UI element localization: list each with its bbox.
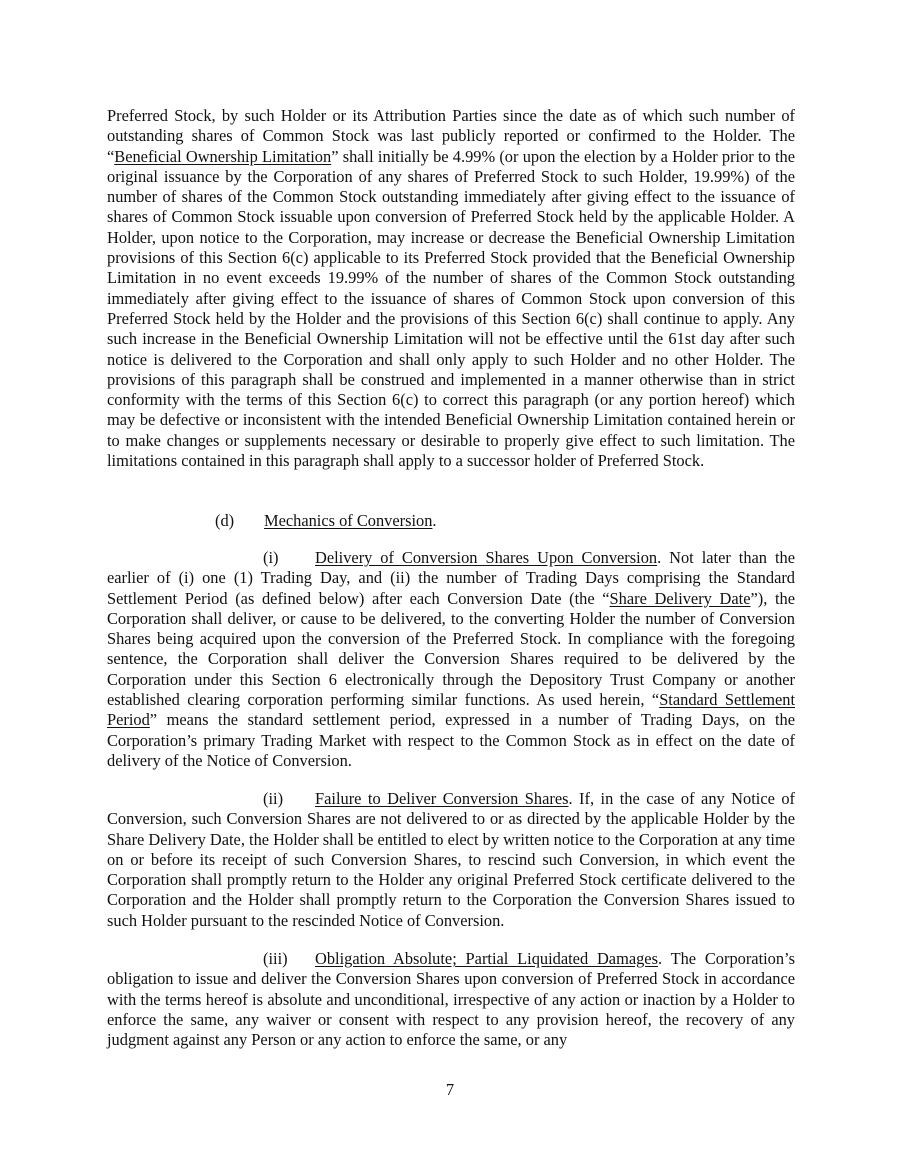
paragraph-text: . The Corporation’s obligation to issue and deliver the Conversion Shares upon conversion of Preferred Stock in accordance with the terms hereof is absolute and unconditional, irrespective of any action or inaction by a Holder to enforce the same, any waiver or consent with respect to any provision hereof, the recovery of any judgment against any Person or any action to enforce the same, or any [107,949,795,1050]
section-d-title: Mechanics of Conversion [264,511,433,530]
paragraph-text: ”), the Corporation shall deliver, or cause to be delivered, to the converting Holder the number of Conversion Shares being acquired upon the conversion of the Preferred Stock. In compliance with the foregoing sentence, the Corporation shall deliver the Conversion Shares required to be delivered by the Corporation under this Section 6 electronically through the Depository Trust Company or another established clearing corporation performing similar functions. As used herein, “ [107,588,795,710]
beneficial-ownership-paragraph [107,106,795,471]
page-number: 7 [445,1080,455,1099]
defined-term-beneficial-ownership-limitation: Beneficial Ownership Limitation [114,146,332,166]
paragraph-text: . Not later than the earlier of (i) one (1) Trading Day, and (ii) the number of Trading Days comprising the Standard Settlement Period (as defined below) after each Conversion Date (the “ [107,548,795,608]
paragraph-text: Preferred Stock, by such Holder or its Attribution Parties since the date as of which such number of outstanding shares of Common Stock was last publicly reported or confirmed to the Holder. The “ [107,106,795,166]
section-d-iii-paragraph [107,949,795,1050]
section-d-i-paragraph [107,548,795,771]
section-d-ii-title: Failure to Deliver Conversion Shares [315,789,569,808]
section-d-i-title: Delivery of Conversion Shares Upon Conversion [315,548,658,567]
defined-term-standard-settlement-period: Standard Settlement Period [107,690,795,730]
section-d-iii-number: (iii) [263,949,288,968]
section-d-iii-title: Obligation Absolute; Partial Liquidated Damages [315,949,658,968]
paragraph-text: . If, in the case of any Notice of Conversion, such Conversion Shares are not delivered to or as directed by the applicable Holder by the Share Delivery Date, the Holder shall be entitled to elect by written notice to the Corporation at any time on or before its receipt of such Conversion Shares, to rescind such Conversion, in which event the Corporation shall promptly return to the Holder any original Preferred Stock certificate delivered to the Corporation and the Holder shall promptly return to the Corporation the Conversion Shares issued to such Holder pursuant to the rescinded Notice of Conversion. [107,789,795,930]
section-d-heading [215,511,437,531]
section-d-ii-number: (ii) [263,789,284,808]
paragraph-text: ” means the standard settlement period, expressed in a number of Trading Days, on the Corporation’s primary Trading Market with respect to the Common Stock as in effect on the date of delivery of the Notice of Conversion. [107,710,795,770]
section-d-ii-paragraph [107,789,795,931]
paragraph-text: ” shall initially be 4.99% (or upon the election by a Holder prior to the original issuance by the Corporation of any shares of Preferred Stock to such Holder, 19.99%) of the number of shares of the Common Stock outstanding immediately after giving effect to the issuance of shares of Common Stock issuable upon conversion of Preferred Stock held by the applicable Holder. A Holder, upon notice to the Corporation, may increase or decrease the Beneficial Ownership Limitation provisions of this Section 6(c) applicable to its Preferred Stock provided that the Beneficial Ownership Limitation in no event exceeds 19.99% of the number of shares of the Common Stock outstanding immediately after giving effect to the issuance of shares of Common Stock upon conversion of this Preferred Stock held by the Holder and the provisions of this Section 6(c) shall continue to apply. Any such increase in the Beneficial Ownership Limitation will not be effective until the 61st day after such notice is delivered to the Corporation and shall only apply to such Holder and no other Holder. The provisions of this paragraph shall be construed and implemented in a manner otherwise than in strict conformity with the terms of this Section 6(c) to correct this paragraph (or any portion hereof) which may be defective or inconsistent with the intended Beneficial Ownership Limitation contained herein or to make changes or supplements necessary or desirable to properly give effect to such limitation. The limitations contained in this paragraph shall apply to a successor holder of Preferred Stock. [107,146,795,471]
section-d-i-number: (i) [263,548,279,567]
defined-term-share-delivery-date: Share Delivery Date [609,588,751,608]
section-d-number: (d) [215,511,235,530]
section-d-tail: . [432,511,437,530]
